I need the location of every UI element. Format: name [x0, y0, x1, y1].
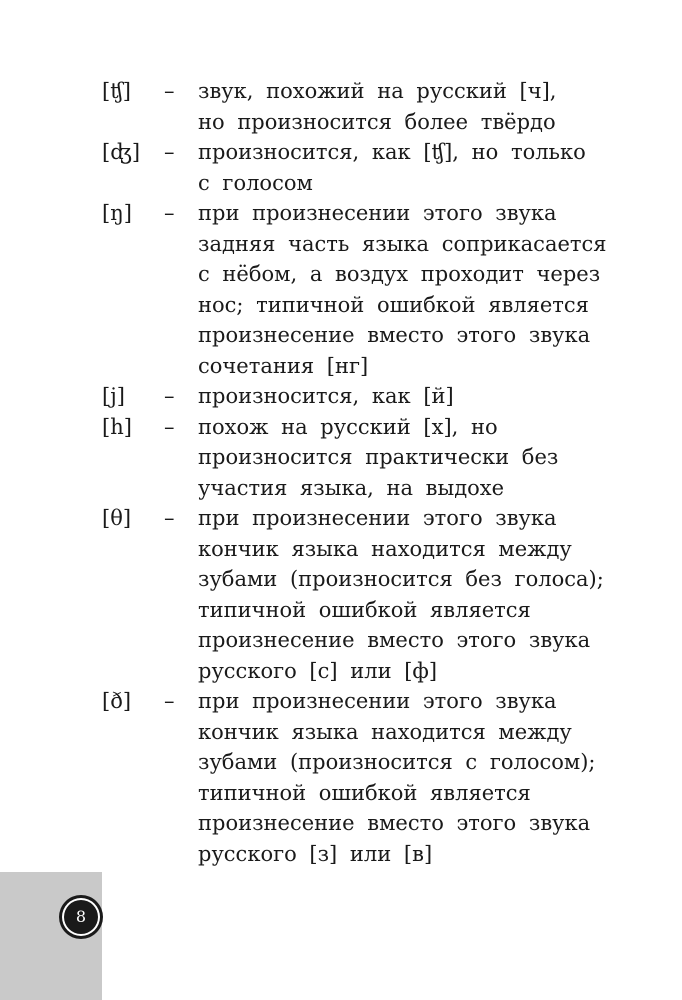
- entry-description: [198, 76, 622, 137]
- entry-h: [102, 412, 622, 504]
- description-line: типичной ошибкой является: [198, 597, 531, 622]
- description-line: нос; типичной ошибкой является: [198, 292, 589, 317]
- description-line: произнесение вместо этого звука: [198, 811, 591, 835]
- entry-symbol: [ŋ]: [102, 201, 132, 225]
- description-line: произносится практически без: [198, 445, 559, 469]
- entry-symbol: [ð]: [102, 689, 132, 713]
- page-number-badge: 8: [62, 898, 100, 936]
- description-line: при произнесении этого звука: [198, 506, 557, 530]
- entry-eth: [102, 686, 622, 869]
- description-line: произнесение вместо этого звука: [198, 323, 591, 347]
- entry-theta: [102, 503, 622, 686]
- entry-symbol: [h]: [102, 414, 132, 439]
- entry-symbol: [j]: [102, 384, 125, 408]
- entry-eng: [102, 198, 622, 381]
- entry-dash: –: [164, 414, 175, 439]
- entry-dash: –: [164, 140, 175, 164]
- phonetic-entries: [102, 76, 622, 869]
- description-line: зубами (произносится с голосом);: [198, 750, 596, 774]
- description-line: участия языка, на выдохе: [198, 475, 505, 500]
- entry-description: [198, 412, 622, 504]
- description-line: сочетания [нг]: [198, 353, 369, 378]
- description-line: при произнесении этого звука: [198, 201, 557, 225]
- entry-description: [198, 198, 622, 381]
- description-line: с нёбом, а воздух проходит через: [198, 262, 601, 286]
- description-line: произнесение вместо этого звука: [198, 628, 591, 652]
- entry-ch: [102, 76, 622, 137]
- description-line: русского [с] или [ф]: [198, 658, 438, 683]
- description-line: произносится, как [ʧ], но только: [198, 140, 586, 164]
- entry-dash: –: [164, 201, 175, 225]
- entry-description: [198, 503, 622, 686]
- entry-dash: –: [164, 79, 175, 103]
- entry-description: [198, 686, 622, 869]
- description-line: с голосом: [198, 170, 313, 195]
- description-line: но произносится более твёрдо: [198, 109, 556, 134]
- description-line: типичной ошибкой является: [198, 780, 531, 805]
- description-line: русского [з] или [в]: [198, 841, 433, 866]
- entry-dash: –: [164, 506, 175, 530]
- description-line: зубами (произносится без голоса);: [198, 567, 604, 591]
- entry-symbol: [ʤ]: [102, 140, 141, 164]
- description-line: при произнесении этого звука: [198, 689, 557, 713]
- description-line: похож на русский [х], но: [198, 414, 498, 439]
- description-line: задняя часть языка соприкасается: [198, 231, 607, 256]
- entry-symbol: [ʧ]: [102, 79, 131, 103]
- description-line: кончик языка находится между: [198, 719, 572, 744]
- entry-dash: –: [164, 384, 175, 408]
- entry-j: [102, 381, 622, 412]
- entry-dzh: [102, 137, 622, 198]
- page-corner-tab: [0, 872, 102, 1000]
- description-line: кончик языка находится между: [198, 536, 572, 561]
- entry-description: [198, 137, 622, 198]
- description-line: произносится, как [й]: [198, 384, 454, 408]
- entry-description: [198, 381, 622, 412]
- description-line: звук, похожий на русский [ч],: [198, 79, 557, 103]
- entry-symbol: [θ]: [102, 506, 132, 530]
- entry-dash: –: [164, 689, 175, 713]
